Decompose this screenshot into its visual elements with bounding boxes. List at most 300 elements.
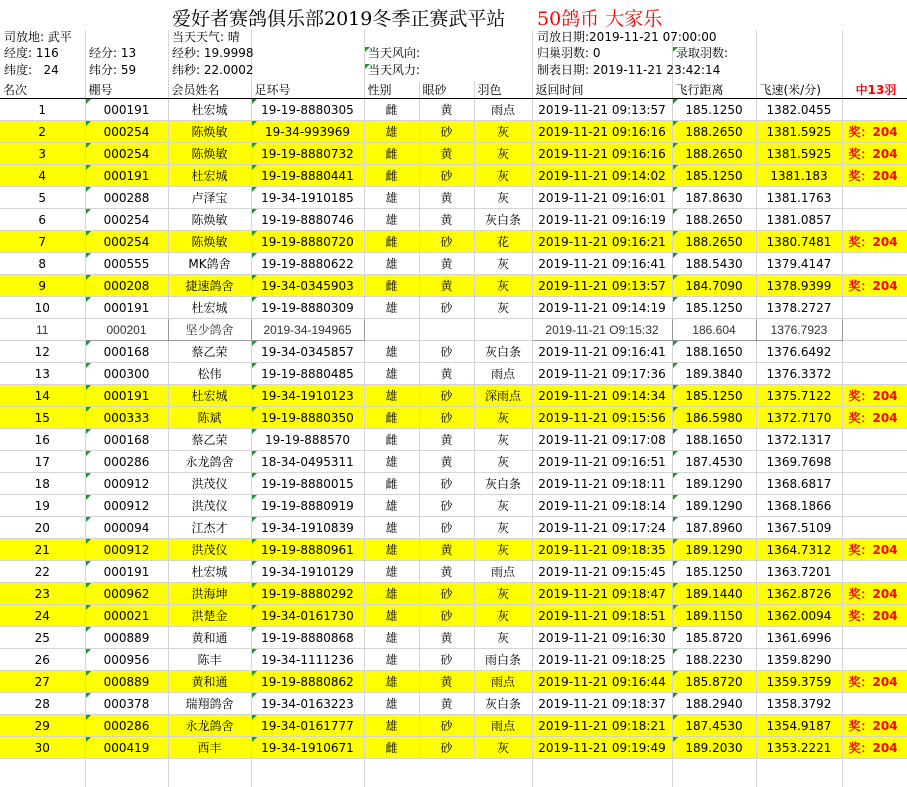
cell-name[interactable]: 蔡乙荣 xyxy=(168,341,251,363)
cell-name[interactable]: 陈丰 xyxy=(168,649,251,671)
cell-name[interactable]: 杜宏城 xyxy=(168,385,251,407)
cell-speed[interactable]: 1368.1866 xyxy=(756,495,842,517)
cell-distance[interactable]: 189.1290 xyxy=(672,539,756,561)
cell-ring[interactable]: 19-19-8880015 xyxy=(251,473,364,495)
cell-sex[interactable]: 雄 xyxy=(364,671,419,693)
cell-rank[interactable]: 9 xyxy=(0,275,85,297)
cell-color[interactable]: 灰 xyxy=(474,605,532,627)
cell-ring[interactable]: 18-34-0495311 xyxy=(251,451,364,473)
cell-eye[interactable]: 黄 xyxy=(419,671,474,693)
cell-rank[interactable]: 17 xyxy=(0,451,85,473)
cell-ring[interactable]: 19-19-8880746 xyxy=(251,209,364,231)
cell-speed[interactable]: 1378.9399 xyxy=(756,275,842,297)
cell-return-time[interactable]: 2019-11-21 09:16:01 xyxy=(532,187,672,209)
cell-return-time[interactable]: 2019-11-21 09:16:16 xyxy=(532,121,672,143)
cell-rank[interactable]: 16 xyxy=(0,429,85,451)
cell-distance[interactable]: 188.2650 xyxy=(672,143,756,165)
cell-color[interactable]: 灰 xyxy=(474,253,532,275)
cell-color[interactable]: 灰 xyxy=(474,539,532,561)
cell-name[interactable]: 黄和通 xyxy=(168,627,251,649)
cell-ring[interactable]: 19-19-8880292 xyxy=(251,583,364,605)
cell-distance[interactable]: 188.2940 xyxy=(672,693,756,715)
cell-prize[interactable] xyxy=(842,561,907,583)
cell-eye[interactable]: 黄 xyxy=(419,275,474,297)
cell-return-time[interactable]: 2019-11-21 09:16:41 xyxy=(532,341,672,363)
cell-color[interactable]: 灰 xyxy=(474,275,532,297)
cell-ring[interactable]: 19-34-0163223 xyxy=(251,693,364,715)
cell-eye[interactable]: 黄 xyxy=(419,561,474,583)
cell-speed[interactable]: 1367.5109 xyxy=(756,517,842,539)
cell-name[interactable]: 陈焕敏 xyxy=(168,209,251,231)
cell-rank[interactable]: 3 xyxy=(0,143,85,165)
cell-ring[interactable]: 19-34-0345903 xyxy=(251,275,364,297)
cell-color[interactable]: 灰 xyxy=(474,627,532,649)
cell-rank[interactable]: 2 xyxy=(0,121,85,143)
cell-color[interactable]: 灰 xyxy=(474,517,532,539)
cell-rank[interactable]: 18 xyxy=(0,473,85,495)
cell-loft[interactable]: 000191 xyxy=(85,99,168,121)
cell-return-time[interactable]: 2019-11-21 09:18:35 xyxy=(532,539,672,561)
cell-ring[interactable]: 19-34-1111236 xyxy=(251,649,364,671)
cell-rank[interactable]: 12 xyxy=(0,341,85,363)
cell-sex[interactable]: 雄 xyxy=(364,385,419,407)
cell-return-time[interactable]: 2019-11-21 09:18:51 xyxy=(532,605,672,627)
cell-distance[interactable]: 188.1650 xyxy=(672,341,756,363)
cell-eye[interactable] xyxy=(419,319,474,341)
cell-sex[interactable]: 雄 xyxy=(364,583,419,605)
cell-loft[interactable]: 000962 xyxy=(85,583,168,605)
cell-eye[interactable]: 砂 xyxy=(419,715,474,737)
cell-eye[interactable]: 黄 xyxy=(419,187,474,209)
cell-name[interactable]: 杜宏城 xyxy=(168,165,251,187)
cell-rank[interactable]: 30 xyxy=(0,737,85,759)
cell-ring[interactable]: 19-19-8880862 xyxy=(251,671,364,693)
cell-distance[interactable]: 189.2030 xyxy=(672,737,756,759)
cell-ring[interactable]: 19-19-8880961 xyxy=(251,539,364,561)
cell-speed[interactable]: 1382.0455 xyxy=(756,99,842,121)
cell-rank[interactable]: 22 xyxy=(0,561,85,583)
cell-speed[interactable]: 1358.3792 xyxy=(756,693,842,715)
cell-return-time[interactable]: 2019-11-21 09:19:49 xyxy=(532,737,672,759)
cell-distance[interactable]: 186.5980 xyxy=(672,407,756,429)
cell-speed[interactable]: 1353.2221 xyxy=(756,737,842,759)
cell-color[interactable]: 灰白条 xyxy=(474,693,532,715)
cell-return-time[interactable]: 2019-11-21 09:13:57 xyxy=(532,275,672,297)
cell-ring[interactable]: 19-34-1910123 xyxy=(251,385,364,407)
cell-ring[interactable]: 19-19-8880720 xyxy=(251,231,364,253)
cell-eye[interactable]: 黄 xyxy=(419,539,474,561)
cell-loft[interactable]: 000912 xyxy=(85,495,168,517)
cell-speed[interactable]: 1363.7201 xyxy=(756,561,842,583)
cell-rank[interactable]: 23 xyxy=(0,583,85,605)
cell-eye[interactable]: 砂 xyxy=(419,165,474,187)
cell-rank[interactable]: 4 xyxy=(0,165,85,187)
cell-ring[interactable]: 19-34-1910839 xyxy=(251,517,364,539)
cell-eye[interactable]: 砂 xyxy=(419,473,474,495)
cell-sex[interactable]: 雄 xyxy=(364,495,419,517)
cell-prize[interactable] xyxy=(842,99,907,121)
cell-eye[interactable]: 黄 xyxy=(419,209,474,231)
cell-loft[interactable]: 000286 xyxy=(85,451,168,473)
cell-speed[interactable]: 1381.5925 xyxy=(756,121,842,143)
cell-speed[interactable]: 1376.6492 xyxy=(756,341,842,363)
cell-prize[interactable]: 奖：204 xyxy=(842,407,907,429)
cell-return-time[interactable]: 2019-11-21 09:18:21 xyxy=(532,715,672,737)
cell-ring[interactable]: 19-19-8880309 xyxy=(251,297,364,319)
cell-speed[interactable]: 1361.6996 xyxy=(756,627,842,649)
cell-sex[interactable]: 雄 xyxy=(364,561,419,583)
cell-return-time[interactable]: 2019-11-21 09:17:24 xyxy=(532,517,672,539)
cell-name[interactable]: 松伟 xyxy=(168,363,251,385)
cell-rank[interactable]: 26 xyxy=(0,649,85,671)
cell-name[interactable]: 杜宏城 xyxy=(168,297,251,319)
cell-sex[interactable] xyxy=(364,319,419,341)
cell-return-time[interactable]: 2019-11-21 09:15:56 xyxy=(532,407,672,429)
cell-prize[interactable]: 奖：204 xyxy=(842,231,907,253)
cell-rank[interactable]: 8 xyxy=(0,253,85,275)
cell-ring[interactable]: 19-19-8880485 xyxy=(251,363,364,385)
cell-color[interactable]: 花 xyxy=(474,231,532,253)
cell-prize[interactable]: 奖：204 xyxy=(842,671,907,693)
cell-rank[interactable]: 27 xyxy=(0,671,85,693)
cell-sex[interactable]: 雄 xyxy=(364,363,419,385)
cell-prize[interactable] xyxy=(842,473,907,495)
cell-rank[interactable]: 29 xyxy=(0,715,85,737)
cell-eye[interactable]: 黄 xyxy=(419,627,474,649)
cell-distance[interactable]: 188.2650 xyxy=(672,121,756,143)
cell-sex[interactable]: 雄 xyxy=(364,517,419,539)
cell-distance[interactable]: 185.1250 xyxy=(672,165,756,187)
cell-distance[interactable]: 185.8720 xyxy=(672,627,756,649)
cell-rank[interactable]: 13 xyxy=(0,363,85,385)
cell-color[interactable]: 雨点 xyxy=(474,671,532,693)
cell-rank[interactable]: 1 xyxy=(0,99,85,121)
cell-eye[interactable]: 黄 xyxy=(419,363,474,385)
cell-speed[interactable]: 1362.0094 xyxy=(756,605,842,627)
cell-return-time[interactable]: 2019-11-21 09:16:16 xyxy=(532,143,672,165)
cell-return-time[interactable]: 2019-11-21 09:14:02 xyxy=(532,165,672,187)
cell-rank[interactable]: 21 xyxy=(0,539,85,561)
cell-color[interactable]: 灰 xyxy=(474,121,532,143)
cell-prize[interactable]: 奖：204 xyxy=(842,539,907,561)
cell-name[interactable]: 江杰才 xyxy=(168,517,251,539)
cell-speed[interactable]: 1354.9187 xyxy=(756,715,842,737)
cell-distance[interactable]: 185.1250 xyxy=(672,99,756,121)
cell-speed[interactable]: 1359.3759 xyxy=(756,671,842,693)
cell-loft[interactable]: 000254 xyxy=(85,231,168,253)
cell-prize[interactable]: 奖：204 xyxy=(842,121,907,143)
cell-ring[interactable]: 19-19-8880732 xyxy=(251,143,364,165)
cell-return-time[interactable]: 2019-11-21 09:17:36 xyxy=(532,363,672,385)
cell-eye[interactable]: 砂 xyxy=(419,649,474,671)
cell-eye[interactable]: 砂 xyxy=(419,583,474,605)
cell-prize[interactable]: 奖：204 xyxy=(842,737,907,759)
cell-sex[interactable]: 雄 xyxy=(364,693,419,715)
cell-name[interactable]: 西丰 xyxy=(168,737,251,759)
cell-sex[interactable]: 雄 xyxy=(364,715,419,737)
cell-loft[interactable]: 000889 xyxy=(85,627,168,649)
cell-return-time[interactable]: 2019-11-21 09:18:37 xyxy=(532,693,672,715)
cell-loft[interactable]: 000378 xyxy=(85,693,168,715)
cell-prize[interactable] xyxy=(842,297,907,319)
cell-speed[interactable]: 1362.8726 xyxy=(756,583,842,605)
cell-return-time[interactable]: 2019-11-21 09:18:14 xyxy=(532,495,672,517)
cell-eye[interactable]: 砂 xyxy=(419,737,474,759)
cell-loft[interactable]: 000912 xyxy=(85,473,168,495)
cell-prize[interactable] xyxy=(842,209,907,231)
cell-speed[interactable]: 1381.0857 xyxy=(756,209,842,231)
cell-eye[interactable]: 砂 xyxy=(419,385,474,407)
cell-distance[interactable]: 189.3840 xyxy=(672,363,756,385)
cell-eye[interactable]: 黄 xyxy=(419,429,474,451)
cell-color[interactable]: 雨点 xyxy=(474,715,532,737)
cell-return-time[interactable]: 2019-11-21 09:15:45 xyxy=(532,561,672,583)
cell-eye[interactable]: 砂 xyxy=(419,121,474,143)
cell-sex[interactable]: 雄 xyxy=(364,649,419,671)
cell-rank[interactable]: 25 xyxy=(0,627,85,649)
cell-prize[interactable] xyxy=(842,341,907,363)
cell-loft[interactable]: 000191 xyxy=(85,561,168,583)
cell-color[interactable]: 灰 xyxy=(474,187,532,209)
cell-return-time[interactable]: 2019-11-21 09:16:30 xyxy=(532,627,672,649)
cell-sex[interactable]: 雄 xyxy=(364,209,419,231)
cell-color[interactable]: 灰 xyxy=(474,583,532,605)
cell-ring[interactable]: 19-19-8880350 xyxy=(251,407,364,429)
cell-eye[interactable]: 砂 xyxy=(419,297,474,319)
cell-sex[interactable]: 雄 xyxy=(364,539,419,561)
cell-color[interactable] xyxy=(474,319,532,341)
cell-speed[interactable]: 1381.1763 xyxy=(756,187,842,209)
cell-distance[interactable]: 188.5430 xyxy=(672,253,756,275)
cell-speed[interactable]: 1380.7481 xyxy=(756,231,842,253)
cell-sex[interactable]: 雄 xyxy=(364,605,419,627)
cell-speed[interactable]: 1375.7122 xyxy=(756,385,842,407)
cell-name[interactable]: 洪茂仪 xyxy=(168,495,251,517)
cell-ring[interactable]: 2019-34-194965 xyxy=(251,319,364,341)
cell-name[interactable]: 洪茂仪 xyxy=(168,473,251,495)
cell-loft[interactable]: 000956 xyxy=(85,649,168,671)
cell-eye[interactable]: 砂 xyxy=(419,495,474,517)
cell-return-time[interactable]: 2019-11-21 09:16:41 xyxy=(532,253,672,275)
cell-distance[interactable]: 188.2650 xyxy=(672,231,756,253)
cell-rank[interactable]: 20 xyxy=(0,517,85,539)
cell-color[interactable]: 雨白条 xyxy=(474,649,532,671)
cell-ring[interactable]: 19-34-1910671 xyxy=(251,737,364,759)
cell-color[interactable]: 雨点 xyxy=(474,561,532,583)
cell-prize[interactable] xyxy=(842,253,907,275)
cell-distance[interactable]: 189.1290 xyxy=(672,495,756,517)
cell-prize[interactable]: 奖：204 xyxy=(842,165,907,187)
cell-eye[interactable]: 黄 xyxy=(419,99,474,121)
cell-ring[interactable]: 19-34-1910129 xyxy=(251,561,364,583)
cell-distance[interactable]: 188.2650 xyxy=(672,209,756,231)
cell-return-time[interactable]: 2019-11-21 09:14:19 xyxy=(532,297,672,319)
cell-loft[interactable]: 000419 xyxy=(85,737,168,759)
cell-return-time[interactable]: 2019-11-21 09:17:08 xyxy=(532,429,672,451)
cell-return-time[interactable]: 2019-11-21 09:18:47 xyxy=(532,583,672,605)
cell-name[interactable]: 陈焕敏 xyxy=(168,121,251,143)
cell-sex[interactable]: 雄 xyxy=(364,297,419,319)
cell-sex[interactable]: 雄 xyxy=(364,187,419,209)
cell-prize[interactable] xyxy=(842,693,907,715)
cell-color[interactable]: 深雨点 xyxy=(474,385,532,407)
cell-color[interactable]: 灰白条 xyxy=(474,473,532,495)
cell-prize[interactable]: 奖：204 xyxy=(842,275,907,297)
cell-return-time[interactable]: 2019-11-21 O9:15:32 xyxy=(532,319,672,341)
cell-sex[interactable]: 雄 xyxy=(364,627,419,649)
cell-rank[interactable]: 6 xyxy=(0,209,85,231)
cell-name[interactable]: 杜宏城 xyxy=(168,99,251,121)
cell-loft[interactable]: 000555 xyxy=(85,253,168,275)
cell-eye[interactable]: 砂 xyxy=(419,407,474,429)
cell-ring[interactable]: 19-19-8880622 xyxy=(251,253,364,275)
cell-name[interactable]: 永龙鸽舍 xyxy=(168,715,251,737)
cell-color[interactable]: 灰 xyxy=(474,451,532,473)
cell-sex[interactable]: 雌 xyxy=(364,99,419,121)
cell-speed[interactable]: 1381.183 xyxy=(756,165,842,187)
cell-loft[interactable]: 000201 xyxy=(85,319,168,341)
cell-return-time[interactable]: 2019-11-21 09:16:19 xyxy=(532,209,672,231)
cell-ring[interactable]: 19-19-8880868 xyxy=(251,627,364,649)
cell-return-time[interactable]: 2019-11-21 09:16:21 xyxy=(532,231,672,253)
cell-ring[interactable]: 19-34-993969 xyxy=(251,121,364,143)
cell-prize[interactable] xyxy=(842,319,907,341)
cell-ring[interactable]: 19-19-8880305 xyxy=(251,99,364,121)
cell-ring[interactable]: 19-34-0161777 xyxy=(251,715,364,737)
cell-prize[interactable] xyxy=(842,649,907,671)
cell-rank[interactable]: 5 xyxy=(0,187,85,209)
cell-sex[interactable]: 雄 xyxy=(364,121,419,143)
cell-name[interactable]: 杜宏城 xyxy=(168,561,251,583)
cell-name[interactable]: 洪茂仪 xyxy=(168,539,251,561)
cell-speed[interactable]: 1381.5925 xyxy=(756,143,842,165)
cell-prize[interactable]: 奖：204 xyxy=(842,583,907,605)
cell-speed[interactable]: 1372.1317 xyxy=(756,429,842,451)
cell-name[interactable]: 陈斌 xyxy=(168,407,251,429)
cell-loft[interactable]: 000191 xyxy=(85,297,168,319)
cell-prize[interactable] xyxy=(842,627,907,649)
cell-return-time[interactable]: 2019-11-21 09:18:11 xyxy=(532,473,672,495)
cell-color[interactable]: 灰 xyxy=(474,297,532,319)
cell-speed[interactable]: 1368.6817 xyxy=(756,473,842,495)
cell-eye[interactable]: 砂 xyxy=(419,231,474,253)
cell-loft[interactable]: 000300 xyxy=(85,363,168,385)
cell-ring[interactable]: 19-34-1910185 xyxy=(251,187,364,209)
cell-prize[interactable]: 奖：204 xyxy=(842,385,907,407)
cell-loft[interactable]: 000168 xyxy=(85,341,168,363)
cell-name[interactable]: 永龙鸽舍 xyxy=(168,451,251,473)
cell-loft[interactable]: 000208 xyxy=(85,275,168,297)
cell-ring[interactable]: 19-34-0345857 xyxy=(251,341,364,363)
cell-color[interactable]: 灰 xyxy=(474,143,532,165)
cell-speed[interactable]: 1378.2727 xyxy=(756,297,842,319)
cell-sex[interactable]: 雄 xyxy=(364,253,419,275)
cell-color[interactable]: 灰白条 xyxy=(474,341,532,363)
cell-speed[interactable]: 1364.7312 xyxy=(756,539,842,561)
cell-rank[interactable]: 10 xyxy=(0,297,85,319)
cell-name[interactable]: 瑞翔鸽舍 xyxy=(168,693,251,715)
cell-sex[interactable]: 雄 xyxy=(364,341,419,363)
cell-name[interactable]: 蔡乙荣 xyxy=(168,429,251,451)
cell-speed[interactable]: 1372.7170 xyxy=(756,407,842,429)
cell-prize[interactable]: 奖：204 xyxy=(842,143,907,165)
cell-distance[interactable]: 188.1650 xyxy=(672,429,756,451)
cell-eye[interactable]: 黄 xyxy=(419,693,474,715)
cell-loft[interactable]: 000191 xyxy=(85,385,168,407)
cell-loft[interactable]: 000021 xyxy=(85,605,168,627)
cell-speed[interactable]: 1369.7698 xyxy=(756,451,842,473)
cell-distance[interactable]: 189.1440 xyxy=(672,583,756,605)
cell-speed[interactable]: 1359.8290 xyxy=(756,649,842,671)
cell-ring[interactable]: 19-34-0161730 xyxy=(251,605,364,627)
cell-distance[interactable]: 187.4530 xyxy=(672,715,756,737)
cell-loft[interactable]: 000288 xyxy=(85,187,168,209)
cell-speed[interactable]: 1376.3372 xyxy=(756,363,842,385)
cell-color[interactable]: 灰 xyxy=(474,737,532,759)
cell-prize[interactable] xyxy=(842,187,907,209)
cell-name[interactable]: 洪海坤 xyxy=(168,583,251,605)
cell-prize[interactable]: 奖：204 xyxy=(842,605,907,627)
cell-distance[interactable]: 185.1250 xyxy=(672,385,756,407)
cell-color[interactable]: 灰 xyxy=(474,495,532,517)
cell-prize[interactable] xyxy=(842,363,907,385)
cell-color[interactable]: 灰 xyxy=(474,429,532,451)
cell-rank[interactable]: 11 xyxy=(0,319,85,341)
cell-loft[interactable]: 000286 xyxy=(85,715,168,737)
cell-distance[interactable]: 185.1250 xyxy=(672,561,756,583)
cell-name[interactable]: 洪楚金 xyxy=(168,605,251,627)
cell-return-time[interactable]: 2019-11-21 09:16:51 xyxy=(532,451,672,473)
cell-name[interactable]: 黄和通 xyxy=(168,671,251,693)
cell-sex[interactable]: 雌 xyxy=(364,143,419,165)
cell-rank[interactable]: 15 xyxy=(0,407,85,429)
cell-speed[interactable]: 1376.7923 xyxy=(756,319,842,341)
cell-eye[interactable]: 砂 xyxy=(419,517,474,539)
cell-prize[interactable] xyxy=(842,451,907,473)
cell-loft[interactable]: 000254 xyxy=(85,209,168,231)
cell-loft[interactable]: 000912 xyxy=(85,539,168,561)
cell-speed[interactable]: 1379.4147 xyxy=(756,253,842,275)
cell-ring[interactable]: 19-19-8880919 xyxy=(251,495,364,517)
cell-color[interactable]: 灰 xyxy=(474,407,532,429)
cell-return-time[interactable]: 2019-11-21 09:18:25 xyxy=(532,649,672,671)
cell-eye[interactable]: 砂 xyxy=(419,341,474,363)
cell-rank[interactable]: 19 xyxy=(0,495,85,517)
cell-distance[interactable]: 185.8720 xyxy=(672,671,756,693)
cell-prize[interactable] xyxy=(842,495,907,517)
cell-distance[interactable]: 186.604 xyxy=(672,319,756,341)
cell-name[interactable]: 陈焕敏 xyxy=(168,143,251,165)
cell-rank[interactable]: 14 xyxy=(0,385,85,407)
cell-distance[interactable]: 185.1250 xyxy=(672,297,756,319)
cell-prize[interactable]: 奖：204 xyxy=(842,715,907,737)
cell-sex[interactable]: 雌 xyxy=(364,407,419,429)
cell-eye[interactable]: 黄 xyxy=(419,143,474,165)
cell-sex[interactable]: 雌 xyxy=(364,165,419,187)
cell-loft[interactable]: 000333 xyxy=(85,407,168,429)
cell-sex[interactable]: 雄 xyxy=(364,451,419,473)
cell-ring[interactable]: 19-19-8880441 xyxy=(251,165,364,187)
cell-eye[interactable]: 砂 xyxy=(419,605,474,627)
cell-return-time[interactable]: 2019-11-21 09:13:57 xyxy=(532,99,672,121)
cell-distance[interactable]: 187.8630 xyxy=(672,187,756,209)
cell-sex[interactable]: 雌 xyxy=(364,231,419,253)
cell-sex[interactable]: 雌 xyxy=(364,429,419,451)
cell-color[interactable]: 雨点 xyxy=(474,99,532,121)
cell-sex[interactable]: 雌 xyxy=(364,473,419,495)
cell-prize[interactable] xyxy=(842,429,907,451)
cell-distance[interactable]: 184.7090 xyxy=(672,275,756,297)
